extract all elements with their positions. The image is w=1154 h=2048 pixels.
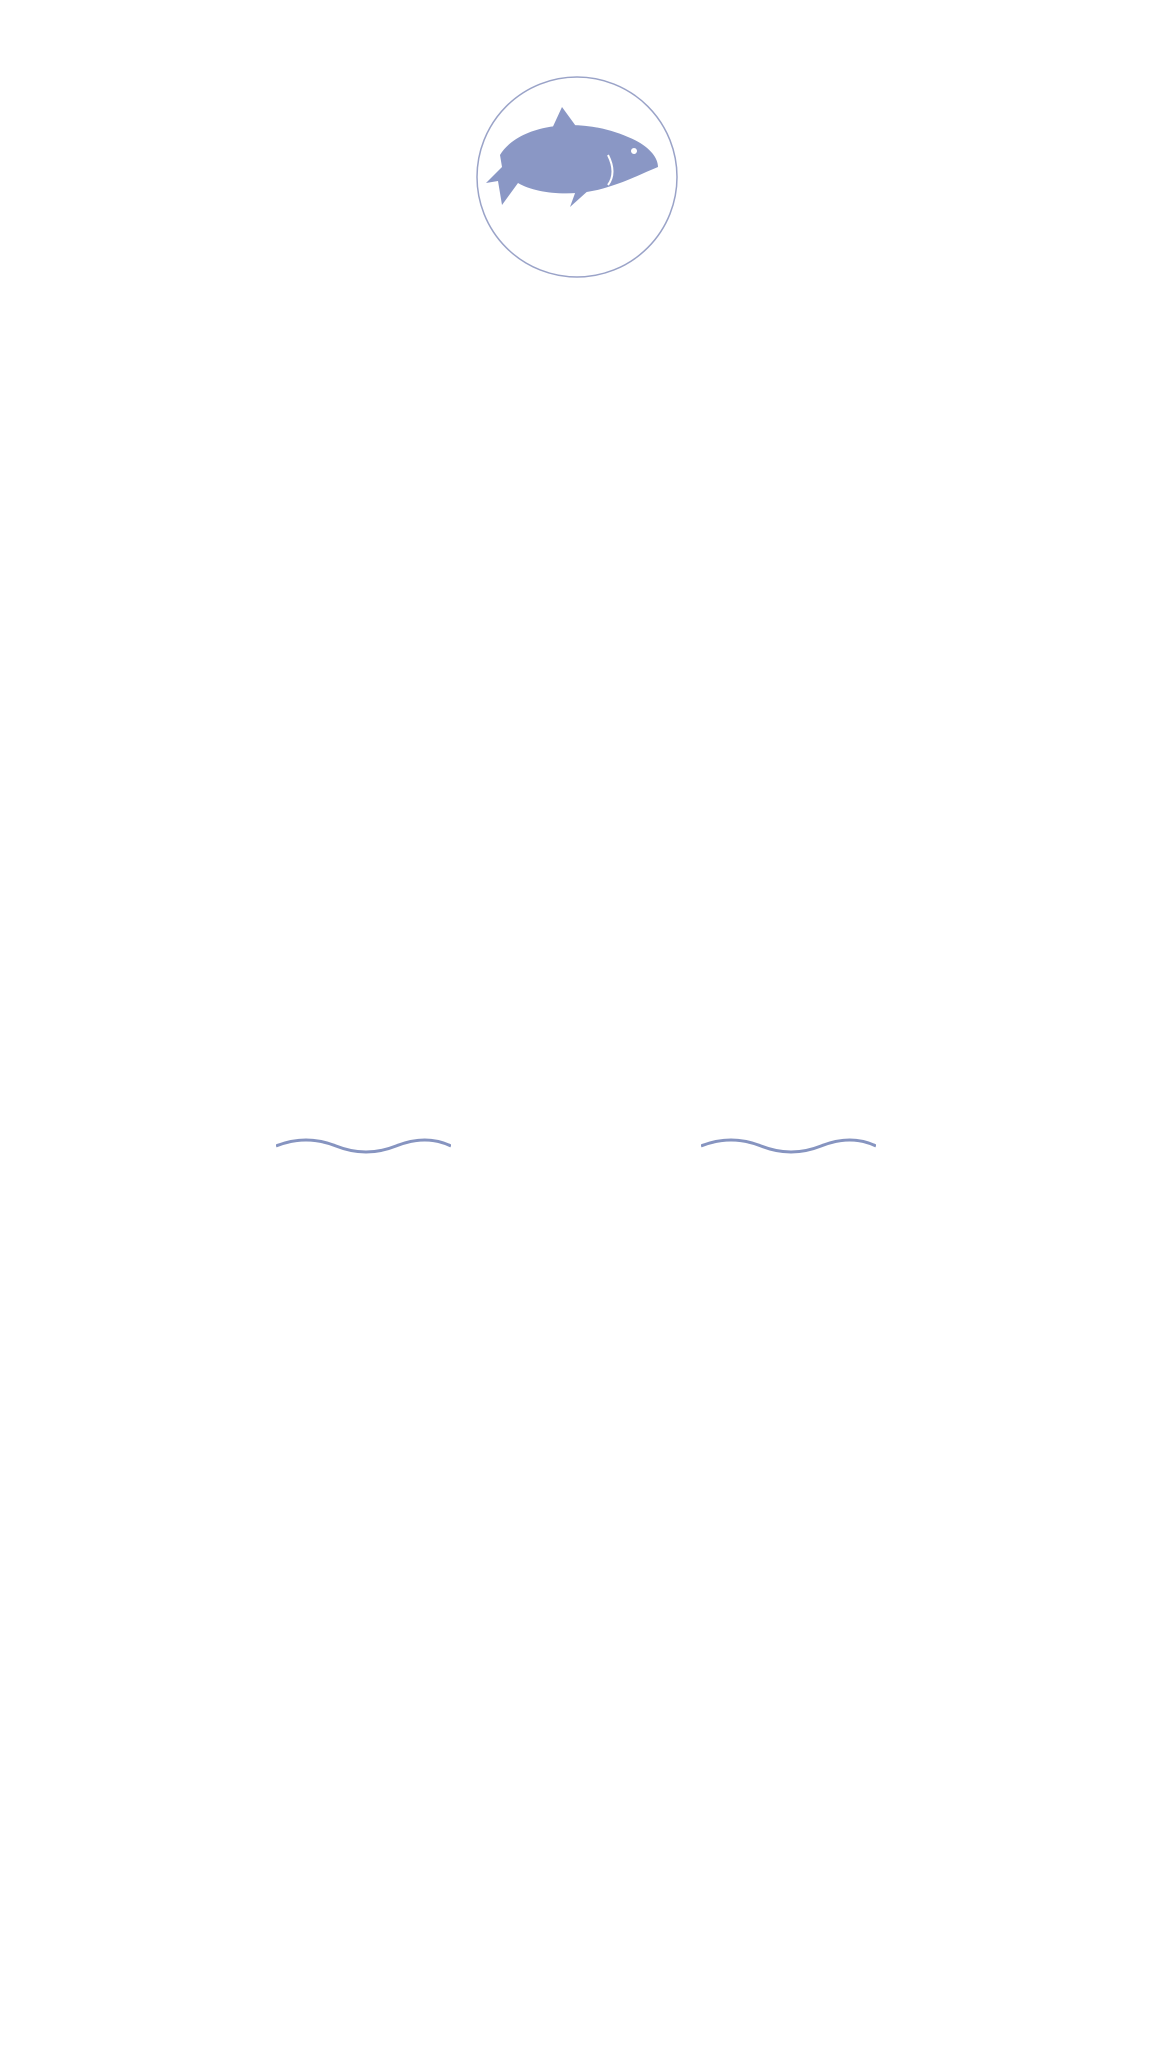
- menu-item: [276, 524, 876, 568]
- topping-item: [276, 1622, 876, 1662]
- bottom-waves-decoration: [0, 1920, 1154, 2032]
- topping-item: [276, 1450, 876, 1490]
- section-wave-right: [701, 1136, 876, 1160]
- section-header-toppings: [276, 1126, 876, 1170]
- menu-item: [276, 779, 876, 823]
- section-wave-left: [276, 1136, 451, 1160]
- topping-item: [276, 1793, 876, 1837]
- menu-item: [276, 968, 876, 1012]
- topping-item: [276, 1326, 876, 1366]
- topping-item: [276, 1512, 876, 1556]
- topping-item: [276, 1217, 876, 1261]
- topping-item: [276, 1388, 876, 1428]
- topping-item: [276, 1684, 876, 1728]
- fish-bone-logo: [458, 55, 696, 295]
- menu-item: [276, 335, 876, 379]
- menu-item: [276, 671, 876, 715]
